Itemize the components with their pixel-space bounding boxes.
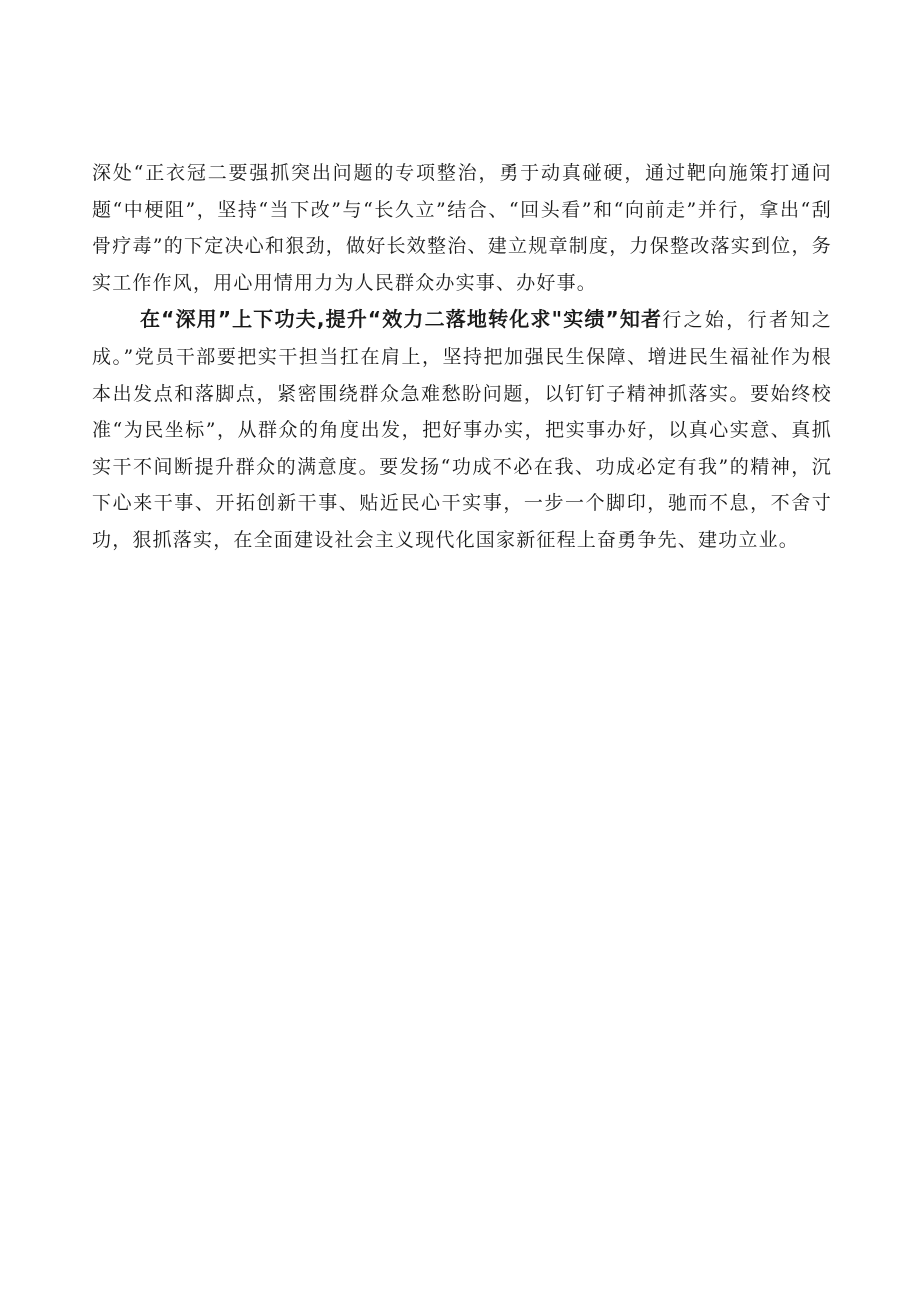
paragraph-1: 深处“正衣冠二要强抓突出问题的专项整治，勇于动真碰硬，通过靶向施策打通问题“中梗阻”，坚持“当下改”与“长久立”结合、“回头看”和“向前走”并行，拿出“刮骨疗毒”的下定决心和狠劲，做好长效整治、建立规章制度，力保整改落实到位，务实工作作风，用心用情用力为人民群众办实事、办好事。 [92,162,832,294]
paragraph-2 [92,301,832,558]
paragraph-2-body: 行之始，行者知之成。”党员干部要把实干担当扛在肩上，坚持把加强民生保障、增进民生福祉作为根本出发点和落脚点，紧密围绕群众急难愁盼问题，以钉钉子精神抓落实。要始终校准“为民坐标”，从群众的角度出发，把好事办实，把实事办好，以真心实意、真抓实干不间断提升群众的满意度。要发扬“功成不必在我、功成必定有我”的精神，沉下心来干事、开拓创新干事、贴近民心干实事，一步一个脚印，驰而不息，不舍寸功，狠抓落实，在全面建设社会主义现代化国家新征程上奋勇争先、建功立业。 [92,309,832,551]
paragraph-2-heading: 在“深用”上下功夫,提升“效力二落地转化求"实绩”知者 [140,307,663,332]
document-body [92,155,832,559]
